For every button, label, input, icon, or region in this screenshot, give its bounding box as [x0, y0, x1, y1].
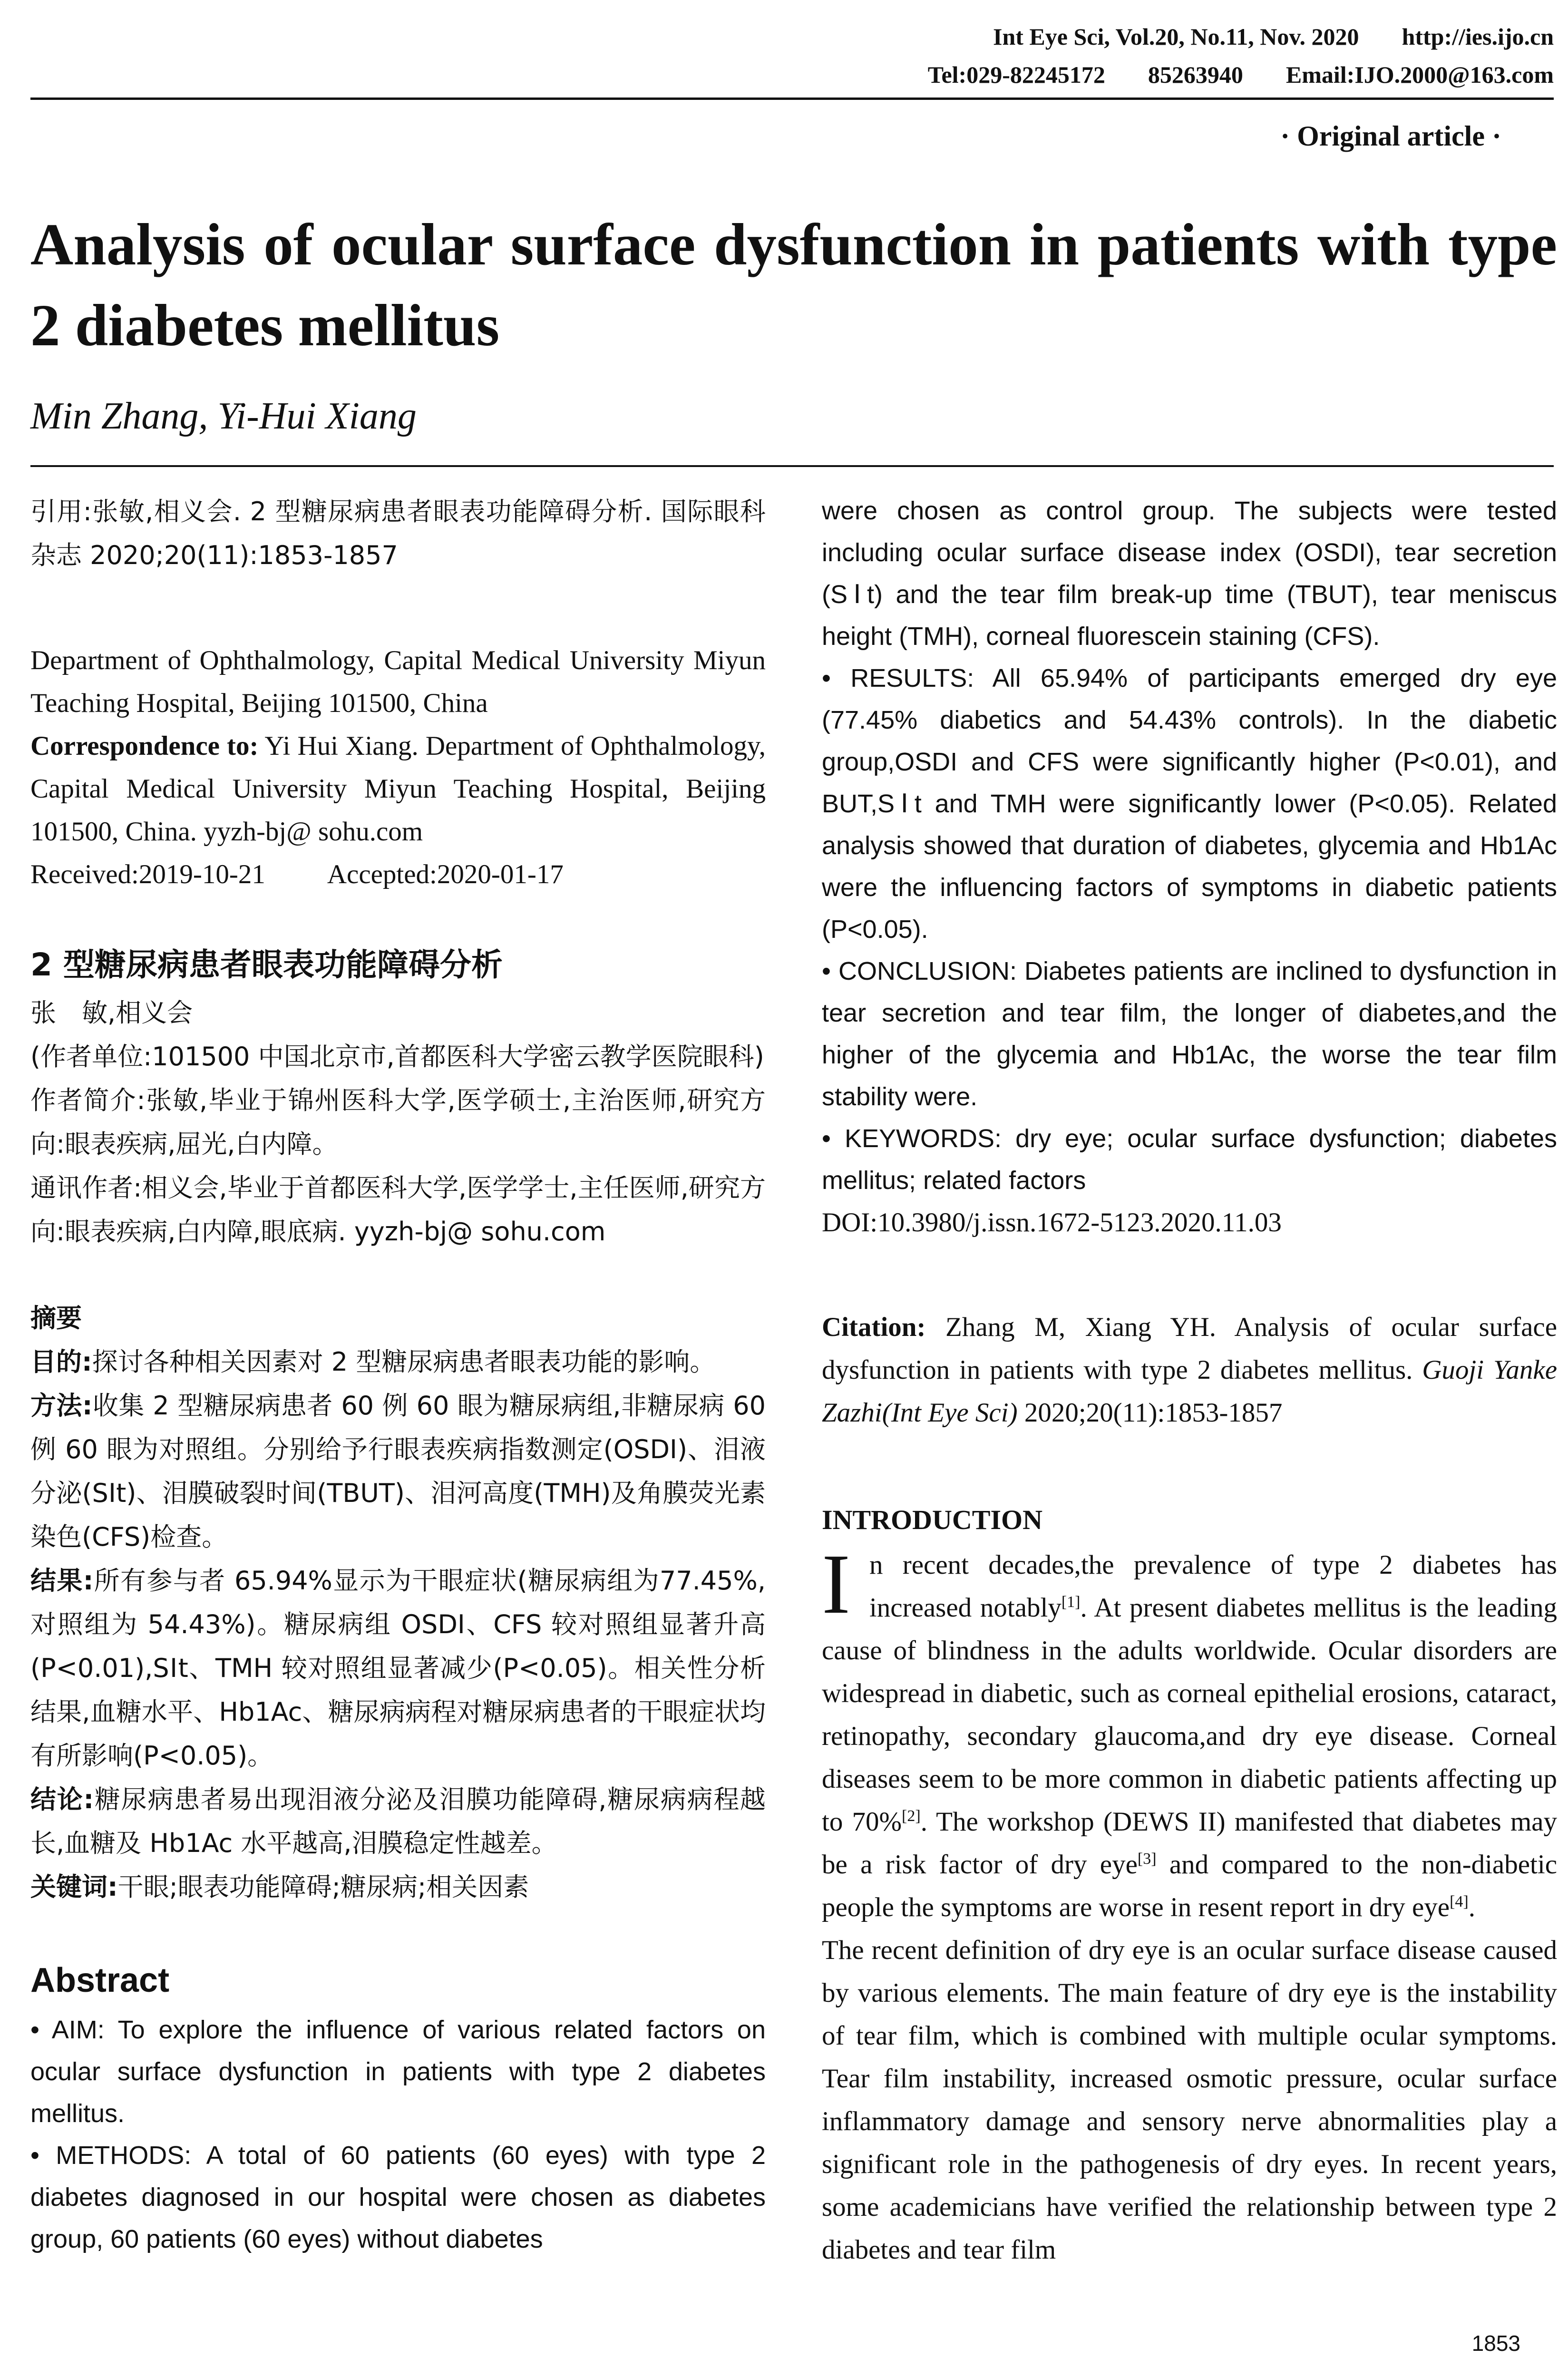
journal-issue: Int Eye Sci, Vol.20, No.11, Nov. 2020 — [993, 23, 1359, 50]
correspondence — [30, 725, 766, 853]
page-number: 1853 — [1471, 2331, 1520, 2356]
article-type: · Original article · — [1280, 120, 1501, 152]
abstract-results: • RESULTS: All 65.94% of participants emerged dry eye (77.45% diabetics and 54.43% controls). In the diabetic group,OSDI and CFS were significantly higher (P<0.01), and BUT,SⅠt and TMH were significantly lower (P<0.05). Related analysis showed that duration of diabetes, glycemia and Hb1Ac were the influencing factors of symptoms in diabetic patients (P<0.05). — [822, 664, 1557, 944]
article-authors: Min Zhang, Yi-Hui Xiang — [30, 395, 417, 437]
received-date: Received:2019-10-21 — [30, 859, 265, 889]
accepted-date: Accepted:2020-01-17 — [327, 859, 564, 889]
cn-conclusion — [30, 1778, 766, 1865]
abstract-aim: • AIM: To explore the influence of various related factors on ocular surface dysfunction in patients with type 2 diabetes mellitus. — [30, 2016, 766, 2128]
cn-conclusion-label: 结论: — [30, 1784, 94, 1814]
reference-4[interactable]: [4] — [1450, 1893, 1469, 1910]
journal-tel2: 85263940 — [1148, 61, 1243, 88]
cn-keywords-text: 干眼;眼表功能障碍;糖尿病;相关因素 — [117, 1872, 529, 1902]
abstract-conclusion: • CONCLUSION: Diabetes patients are inclined to dysfunction in tear secretion and tear film, the longer of diabetes,and the higher of the glycemia and Hb1Ac, the worse the tear film stability were. — [822, 957, 1557, 1111]
abstract-heading: Abstract — [30, 1961, 170, 1999]
cn-results-label: 结果: — [30, 1566, 94, 1596]
cn-keywords — [30, 1865, 766, 1909]
abstract-methods: • METHODS: A total of 60 patients (60 eyes) with type 2 diabetes diagnosed in our hospital were chosen as diabetes group, 60 patients (60 eyes) without diabetes — [30, 2141, 766, 2253]
dates — [30, 853, 766, 896]
citation-journal: Guoji Yanke Zazhi(Int Eye Sci) — [822, 1355, 1558, 1428]
title-rule — [30, 465, 1554, 467]
cn-citation: 引用:张敏,相义会. 2 型糖尿病患者眼表功能障碍分析. 国际眼科杂志 2020;20(11):1853-1857 — [30, 497, 766, 570]
introduction-paragraph-2: The recent definition of dry eye is an ocular surface disease caused by various elements. The main feature of dry eye is the instability of tear film, which is combined with multiple ocular symptoms. Tear film instability, increased osmotic pressure, ocular surface inflammatory damage and sensory nerve abnormalities play a significant role in the pathogenesis of dry eyes. In recent years, some academicians have verified the relationship between type 2 diabetes and tear film — [822, 1935, 1557, 2265]
reference-3[interactable]: [3] — [1137, 1850, 1157, 1868]
cn-methods-label: 方法: — [30, 1391, 93, 1421]
intro-text-c: . The workshop (DEWS II) manifested that diabetes may be a risk factor of dry eye — [822, 1807, 1557, 1880]
abstract-methods-continued: were chosen as control group. The subjects were tested including ocular surface disease index (OSDI), tear secretion (SⅠt) and the tear film break-up time (TBUT), tear meniscus height (TMH), corneal fluorescein staining (CFS). — [822, 497, 1557, 651]
right-column — [822, 490, 1557, 2271]
cn-authors: 张 敏,相义会 — [30, 998, 193, 1028]
cn-aim — [30, 1340, 766, 1384]
introduction-heading: INTRODUCTION — [822, 1504, 1043, 1535]
journal-header-line1 — [993, 23, 1554, 50]
cn-title: 2 型糖尿病患者眼表功能障碍分析 — [30, 946, 503, 983]
doi[interactable]: DOI:10.3980/j.issn.1672-5123.2020.11.03 — [822, 1208, 1282, 1237]
cn-abstract-label: 摘要 — [30, 1303, 82, 1333]
abstract-keywords: • KEYWORDS: dry eye; ocular surface dysfunction; diabetes mellitus; related factors — [822, 1124, 1557, 1195]
cn-results-text: 所有参与者 65.94%显示为干眼症状(糖尿病组为77.45%,对照组为 54.43%)。糖尿病组 OSDI、CFS 较对照组显著升高(P<0.01),SⅠt、TMH 较对照组显著减少(P<0.05)。相关性分析结果,血糖水平、Hb1Ac、糖尿病病程对糖尿病患者的干眼症状均有所影响(P<0.05)。 — [30, 1566, 766, 1771]
cn-aim-label: 目的: — [30, 1347, 92, 1377]
intro-text-e: . — [1468, 1892, 1476, 1922]
cn-aim-text: 探讨各种相关因素对 2 型糖尿病患者眼表功能的影响。 — [92, 1347, 716, 1377]
cn-keywords-label: 关键词: — [30, 1872, 118, 1902]
citation-tail: 2020;20(11):1853-1857 — [1024, 1398, 1283, 1428]
citation — [822, 1306, 1557, 1434]
cn-affiliation: (作者单位:101500 中国北京市,首都医科大学密云教学医院眼科) — [30, 1042, 764, 1072]
drop-cap: I — [822, 1537, 850, 1631]
journal-tel: Tel:029-82245172 — [927, 61, 1105, 88]
reference-1[interactable]: [1] — [1061, 1593, 1081, 1611]
reference-2[interactable]: [2] — [902, 1807, 921, 1825]
journal-email[interactable]: Email:IJO.2000@163.com — [1286, 61, 1554, 88]
intro-text-b: . At present diabetes mellitus is the leading cause of blindness in the adults worldwide. Ocular disorders are widespread in diabetic, such as corneal epithelial erosions, cataract, retinopathy, secondary glaucoma,and dry eye disease. Corneal diseases seem to be more common in diabetic patients affecting up to 70% — [822, 1593, 1558, 1837]
cn-author-intro: 作者简介:张敏,毕业于锦州医科大学,医学硕士,主治医师,研究方向:眼表疾病,屈光,白内障。 — [30, 1085, 766, 1159]
correspondence-text: Yi Hui Xiang. Department of Ophthalmology, Capital Medical University Miyun Teaching Hospital, Beijing 101500, China. yyzh-bj@ sohu.com — [30, 731, 766, 847]
cn-results — [30, 1559, 766, 1778]
citation-text: Zhang M, Xiang YH. Analysis of ocular surface dysfunction in patients with type 2 diabetes mellitus. — [822, 1312, 1558, 1385]
department: Department of Ophthalmology, Capital Medical University Miyun Teaching Hospital, Beijing 101500, China — [30, 645, 766, 718]
journal-header-line2 — [928, 61, 1554, 88]
left-column — [30, 490, 766, 2260]
article-title: Analysis of ocular surface dysfunction in patients with type 2 diabetes mellitus — [30, 212, 1557, 359]
intro-text-d: and compared to the non-diabetic people the symptoms are worse in resent report in dry eye — [822, 1850, 1557, 1922]
header-rule — [30, 97, 1554, 100]
cn-corresponding-author: 通讯作者:相义会,毕业于首都医科大学,医学学士,主任医师,研究方向:眼表疾病,白内障,眼底病. yyzh-bj@ sohu.com — [30, 1173, 766, 1247]
citation-label: Citation: — [822, 1312, 926, 1342]
correspondence-label: Correspondence to: — [30, 731, 259, 761]
cn-conclusion-text: 糖尿病患者易出现泪液分泌及泪膜功能障碍,糖尿病病程越长,血糖及 Hb1Ac 水平越高,泪膜稳定性越差。 — [30, 1784, 766, 1858]
journal-url[interactable]: http://ies.ijo.cn — [1402, 23, 1554, 50]
cn-methods — [30, 1384, 766, 1559]
intro-text-a: n recent decades,the prevalence of type 2 diabetes has increased notably — [869, 1550, 1557, 1623]
cn-methods-text: 收集 2 型糖尿病患者 60 例 60 眼为糖尿病组,非糖尿病 60 例 60 眼为对照组。分别给予行眼表疾病指数测定(OSDI)、泪液分泌(SⅠt)、泪膜破裂时间(TBUT)、泪河高度(TMH)及角膜荧光素染色(CFS)检查。 — [30, 1391, 766, 1552]
introduction-paragraph-1 — [822, 1537, 1558, 1929]
